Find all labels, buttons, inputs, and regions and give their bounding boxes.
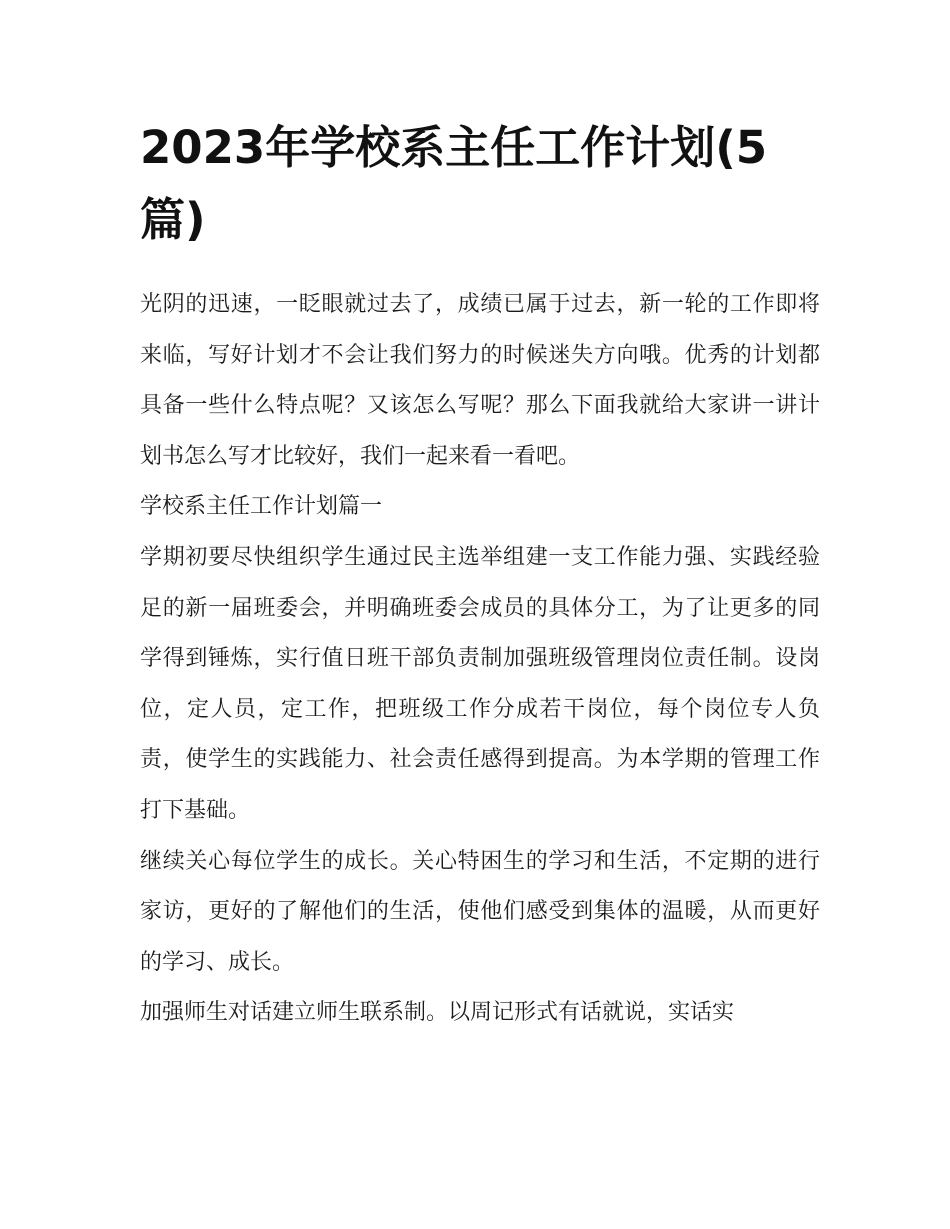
intro-paragraph: 光阴的迅速，一眨眼就过去了，成绩已属于过去，新一轮的工作即将来临，写好计划才不会让我们努力的时候迷失方向哦。优秀的计划都具备一些什么特点呢？又该怎么写呢？那么下面我就给大家讲一讲计划书怎么写才比较好，我们一起来看一看吧。	[140, 292, 820, 469]
body-paragraph: 学期初要尽快组织学生通过民主选举组建一支工作能力强、实践经验足的新一届班委会，并明确班委会成员的具体分工，为了让更多的同学得到锤炼，实行值日班干部负责制加强班级管理岗位责任制。设岗位，定人员，定工作，把班级工作分成若干岗位，每个岗位专人负责，使学生的实践能力、社会责任感得到提高。为本学期的管理工作打下基础。	[140, 544, 820, 823]
body-paragraph: 加强师生对话建立师生联系制。以周记形式有话就说，实话实	[140, 1000, 735, 1026]
document-body	[140, 280, 820, 1039]
document-title: 2023年学校系主任工作计划(5篇)	[140, 121, 768, 246]
body-paragraph: 继续关心每位学生的成长。关心特困生的学习和生活，不定期的进行家访，更好的了解他们的生活，使他们感受到集体的温暖，从而更好的学习、成长。	[140, 848, 820, 975]
section-heading: 学校系主任工作计划篇一	[140, 494, 383, 520]
